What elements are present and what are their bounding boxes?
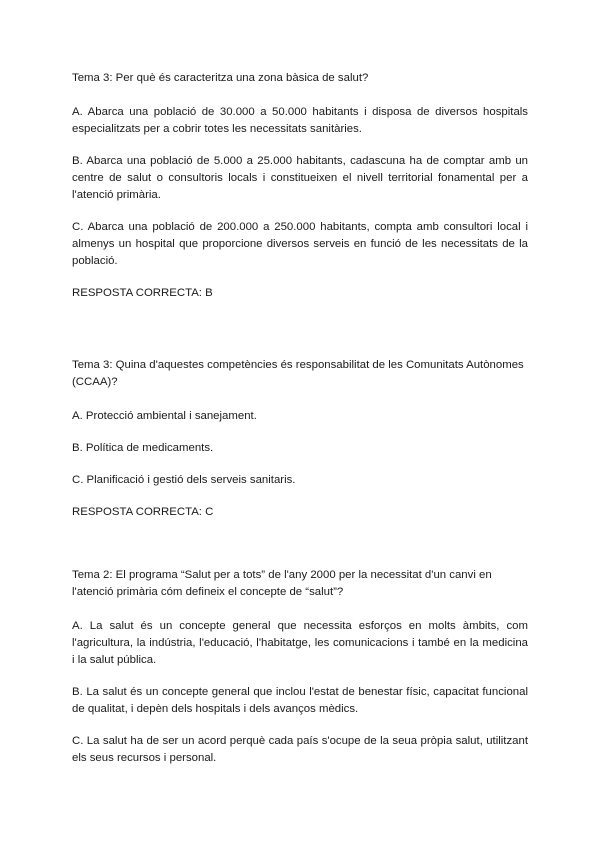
spacer [72,521,528,567]
answer-option-b: B. Abarca una població de 5.000 a 25.000 habitants, cadascuna ha de comptar amb un centre de salut o consultoris locals i constitueixen el nivell territorial fonamental per a l'atenció primària. [72,155,528,201]
correct-answer: RESPOSTA CORRECTA: B [72,287,213,299]
question-prompt: Tema 2: El programa “Salut per a tots” de l'any 2000 per la necessitat d'un canvi en l'atenció primària cóm defineix el concepte de “salut”? [72,569,492,598]
document-page [72,70,528,782]
answer-option-b: B. Política de medicaments. [72,442,214,454]
answer-option-a: A. La salut és un concepte general que necessita esforços en molts àmbits, com l'agricultura, la indústria, l'educació, l'habitatge, les comunicacions i també en la medicina i la salut pública. [72,620,528,666]
answer-option-c: C. Planificació i gestió dels serveis sanitaris. [72,474,296,486]
spacer [72,302,528,357]
answer-option-c: C. La salut ha de ser un acord perquè cada país s'ocupe de la seua pròpia salut, utilitzant els seus recursos i personal. [72,735,528,764]
question-prompt: Tema 3: Per què és caracteritza una zona bàsica de salut? [72,72,369,84]
question-block-1 [72,70,528,302]
answer-option-a: A. Protecció ambiental i sanejament. [72,410,257,422]
question-prompt: Tema 3: Quina d'aquestes competències és responsabilitat de les Comunitats Autònomes (CCAA)? [72,359,524,388]
correct-answer: RESPOSTA CORRECTA: C [72,506,214,518]
question-block-2 [72,357,528,521]
question-block-3 [72,567,528,767]
answer-option-b: B. La salut és un concepte general que inclou l'estat de benestar físic, capacitat funcional de qualitat, i depèn dels hospitals i dels avanços mèdics. [72,686,528,715]
answer-option-a: A. Abarca una població de 30.000 a 50.000 habitants i disposa de diversos hospitals especialitzats per a cobrir totes les necessitats sanitàries. [72,106,528,135]
answer-option-c: C. Abarca una població de 200.000 a 250.000 habitants, compta amb consultori local i almenys un hospital que proporcione diversos serveis en funció de les necessitats de la població. [72,221,528,267]
